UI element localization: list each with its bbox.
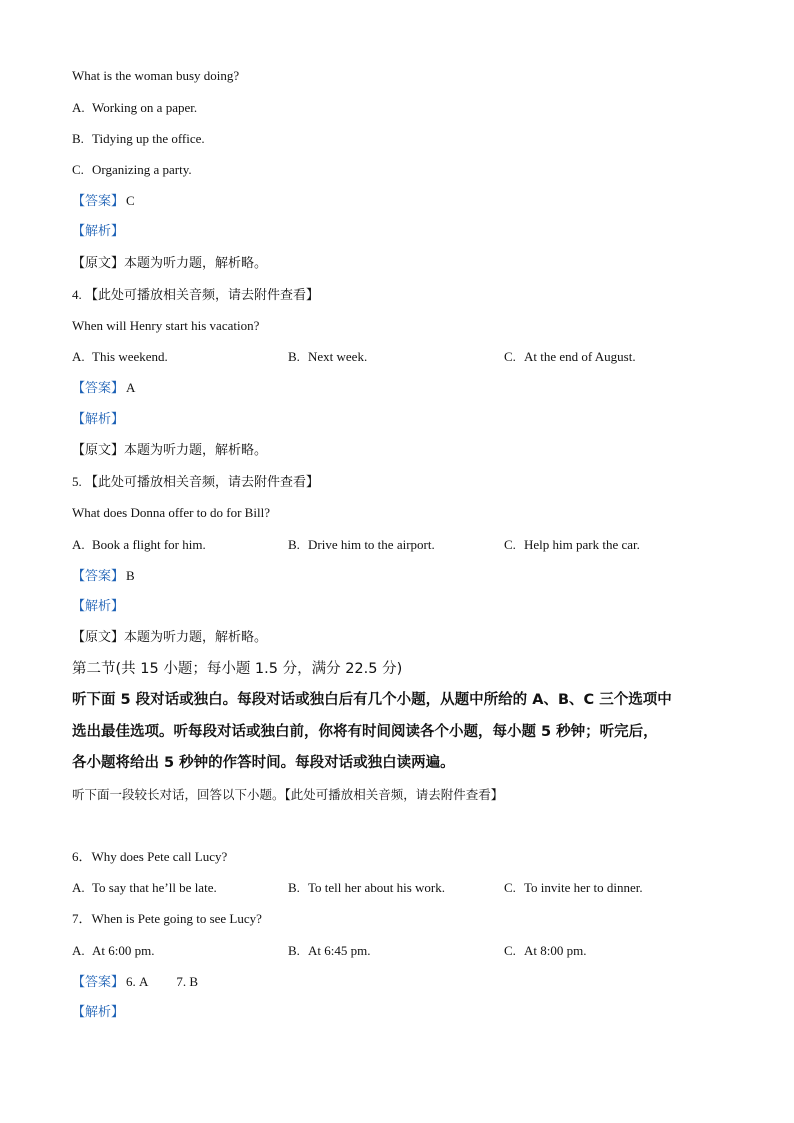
original-line bbox=[72, 443, 267, 459]
option-letter: B. bbox=[72, 131, 84, 146]
analysis-label: 【解析】 bbox=[72, 1005, 125, 1020]
answer-label: 【答案】 bbox=[72, 569, 125, 584]
option-letter: B. bbox=[288, 880, 300, 895]
option-c bbox=[504, 349, 636, 365]
option-b bbox=[288, 880, 445, 896]
section-heading: 第二节(共 15 小题；每小题 1.5 分，满分 22.5 分) bbox=[72, 661, 403, 677]
question-number: 7． bbox=[72, 911, 92, 926]
original-label: 【原文】 bbox=[72, 443, 125, 458]
option-text: This weekend. bbox=[92, 349, 168, 364]
option-letter: B. bbox=[288, 349, 300, 364]
option-letter: C. bbox=[504, 943, 516, 958]
question-line bbox=[72, 911, 262, 927]
original-text: 本题为听力题，解析略。 bbox=[124, 256, 268, 271]
answer-line bbox=[72, 974, 198, 991]
answer-7: 7. B bbox=[176, 974, 199, 989]
option-text: At 8:00 pm. bbox=[524, 943, 587, 958]
analysis-label: 【解析】 bbox=[72, 412, 125, 427]
answer-value: B bbox=[126, 568, 135, 583]
original-line bbox=[72, 256, 267, 272]
option-letter: C. bbox=[504, 349, 516, 364]
question-text: When will Henry start his vacation? bbox=[72, 318, 260, 333]
original-label: 【原文】 bbox=[72, 256, 125, 271]
option-c bbox=[504, 537, 640, 553]
option-text: At the end of August. bbox=[524, 349, 636, 364]
option-text: To invite her to dinner. bbox=[524, 880, 643, 895]
answer-value: C bbox=[126, 193, 135, 208]
original-text: 本题为听力题，解析略。 bbox=[124, 630, 268, 645]
option-letter: A. bbox=[72, 880, 85, 895]
option-letter: A. bbox=[72, 943, 85, 958]
option-a bbox=[72, 880, 217, 896]
question-number: 6． bbox=[72, 849, 92, 864]
option-text: Organizing a party. bbox=[92, 162, 192, 177]
question-text: What is the woman busy doing? bbox=[72, 68, 240, 83]
analysis-label: 【解析】 bbox=[72, 224, 125, 239]
option-c bbox=[504, 880, 643, 896]
question-number: 5. bbox=[72, 474, 82, 489]
option-letter: B. bbox=[288, 943, 300, 958]
option-a bbox=[72, 537, 206, 553]
option-letter: C. bbox=[504, 880, 516, 895]
option-text: At 6:00 pm. bbox=[92, 943, 155, 958]
question-text: What does Donna offer to do for Bill? bbox=[72, 505, 270, 520]
option-text: To say that he’ll be late. bbox=[92, 880, 217, 895]
option-a bbox=[72, 100, 197, 116]
question-number: 4. bbox=[72, 287, 82, 302]
option-text: Book a flight for him. bbox=[92, 537, 206, 552]
analysis-label: 【解析】 bbox=[72, 599, 125, 614]
audio-link[interactable]: 【此处可播放相关音频，请去附件查看】 bbox=[85, 475, 320, 490]
instructions-line-3: 各小题将给出 5 秒钟的作答时间。每段对话或独白读两遍。 bbox=[72, 755, 455, 771]
option-c bbox=[72, 162, 192, 178]
instructions-line-2: 选出最佳选项。听每段对话或独白前，你将有时间阅读各个小题，每小题 5 秒钟；听完后， bbox=[72, 724, 658, 740]
answer-label: 【答案】 bbox=[72, 194, 125, 209]
original-text: 本题为听力题，解析略。 bbox=[124, 443, 268, 458]
question-number-line bbox=[72, 474, 319, 491]
answer-line bbox=[72, 380, 135, 397]
option-b bbox=[288, 537, 435, 553]
option-b bbox=[288, 349, 367, 365]
option-text: To tell her about his work. bbox=[308, 880, 446, 895]
option-text: Tidying up the office. bbox=[92, 131, 205, 146]
option-text: Working on a paper. bbox=[92, 100, 198, 115]
audio-link[interactable]: 【此处可播放相关音频，请去附件查看】 bbox=[85, 288, 320, 303]
answer-6: 6. A bbox=[126, 974, 149, 989]
answer-label: 【答案】 bbox=[72, 975, 125, 990]
original-line bbox=[72, 630, 267, 646]
option-c bbox=[504, 943, 586, 959]
option-text: Drive him to the airport. bbox=[308, 537, 435, 552]
question-number-line bbox=[72, 287, 319, 304]
original-label: 【原文】 bbox=[72, 630, 125, 645]
listen-note[interactable]: 听下面一段较长对话，回答以下小题。【此处可播放相关音频，请去附件查看】 bbox=[72, 787, 504, 802]
option-letter: A. bbox=[72, 349, 85, 364]
option-text: At 6:45 pm. bbox=[308, 943, 371, 958]
option-b bbox=[72, 131, 205, 147]
answer-line bbox=[72, 568, 135, 585]
option-b bbox=[288, 943, 370, 959]
option-letter: B. bbox=[288, 537, 300, 552]
option-text: Next week. bbox=[308, 349, 368, 364]
answer-line bbox=[72, 193, 135, 210]
question-text: When is Pete going to see Lucy? bbox=[91, 911, 262, 926]
option-letter: C. bbox=[504, 537, 516, 552]
option-text: Help him park the car. bbox=[524, 537, 640, 552]
option-letter: A. bbox=[72, 537, 85, 552]
option-letter: C. bbox=[72, 162, 84, 177]
question-line bbox=[72, 849, 227, 865]
answer-label: 【答案】 bbox=[72, 381, 125, 396]
option-a bbox=[72, 943, 154, 959]
question-text: Why does Pete call Lucy? bbox=[91, 849, 228, 864]
option-letter: A. bbox=[72, 100, 85, 115]
option-a bbox=[72, 349, 168, 365]
answer-value: A bbox=[126, 380, 136, 395]
instructions-line-1: 听下面 5 段对话或独白。每段对话或独白后有几个小题，从题中所给的 A、B、C 三个选项中 bbox=[72, 692, 672, 708]
